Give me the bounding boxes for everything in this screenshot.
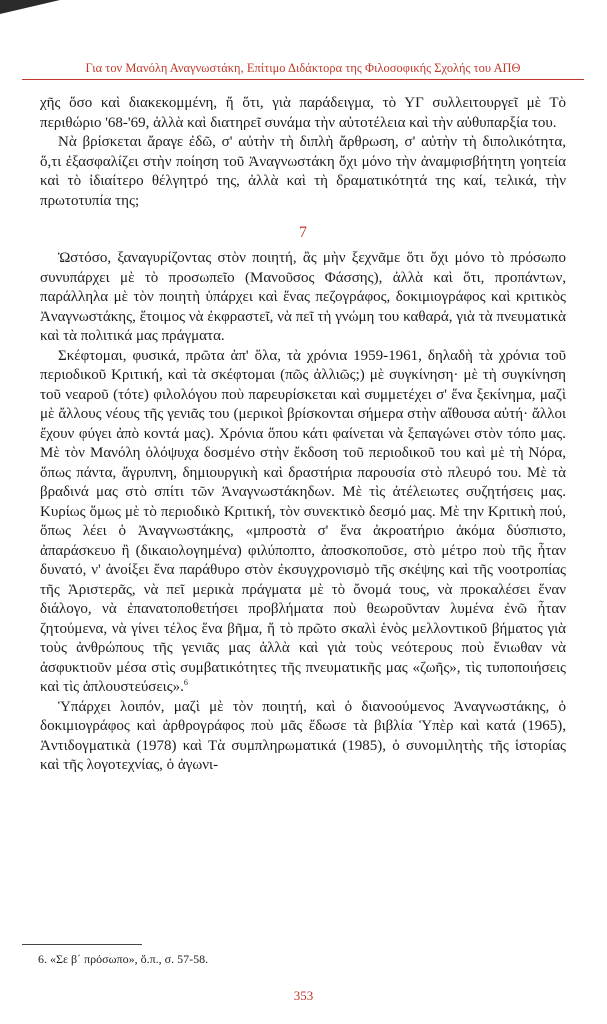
footnote-reference[interactable]: 6 (183, 678, 188, 687)
page-number: 353 (293, 988, 314, 1003)
body-text (40, 94, 566, 776)
paragraph-1: χῆς ὅσο καὶ διακεκομμένη, ἤ ὅτι, γιὰ παράδειγμα, τὸ ΥΓ συλλειτουργεῖ μὲ Τὸ περιθώριο '68-'69, ἀλλὰ καὶ διατηρεῖ συνάμα τὴν αὐτοτέλεια καὶ τὴν αὐθυπαρξία του. (40, 95, 566, 131)
paragraph-4-text: Σκέφτομαι, φυσικά, πρῶτα ἀπ' ὅλα, τὰ χρόνια 1959-1961, δηλαδὴ τὰ χρόνια τοῦ περιοδικοῦ Κριτική, καὶ τὰ σκέφτομαι (πῶς ἀλλιῶς;) μὲ συγκίνηση· μὲ τὴ συγκίνηση τοῦ νεαροῦ (τότε) φιλολόγου ποὺ παρευρίσκεται καὶ συμμετέχει σ' ἕνα ξεκίνημα, μαζὶ μὲ ἄλλους νέους τῆς γενιᾶς του (μερικοὶ βρίσκονται σήμερα στὴν αἴθουσα αὐτή· ἄλλοι ἔχουν φύγει ἀπὸ κοντά μας). Χρόνια ὅπου κάτι φαίνεται νὰ ξεπαγώνει στὸν τόπο μας. Μὲ τὸν Μανόλη ὁλόψυχα δοσμένο στὴν ἔκδοση τοῦ περιοδικοῦ του καὶ μὲ τὴ Νόρα, ὅπως πάντα, ἄγρυπνη, δημιουργικὴ καὶ δραστήρια παρουσία στὸ πλευρό του. Μὲ τὰ βραδινά μας στὸ σπίτι τῶν Ἀναγνωστάκηδων. Μὲ τὶς ἀτέλειωτες συζητήσεις μας. Κυρίως ὅμως μὲ τὸ περιοδικὸ Κριτική, τὸν συνεκτικὸ δεσμό μας. Μὲ την Κριτικὴ πού, ὅπως λέει ὁ Ἀναγνωστάκης, «μπροστὰ σ' ἕνα ἀκροατήριο ἀκόμα δύσπιστο, ἀπαράσκευο ἢ (δικαιολογημένα) φιλύποπτο, ἀποσκοποῦσε, στὸ μέτρο ποὺ τῆς ἦταν δυνατό, ν' ἀνοίξει ἕνα παράθυρο στὸν ἐκσυγχρονισμὸ τῆς σκέψης καὶ τῆς νοοτροπίας τῆς Ἀριστερᾶς, νὰ πεῖ μερικὰ πράγματα μὲ τὸ ὄνομά τους, νὰ προκαλέσει ἕναν διάλογο, νὰ ἐπανατοποθετήσει προβλήματα ποὺ θεωροῦνταν λυμένα ἐνῶ ἦταν ζητούμενα, νὰ γίνει τέλος ἕνα βῆμα, ἤ τὸ πρῶτο σκαλὶ ἑνὸς μελλοντικοῦ βήματος γιὰ τοὺς ἀνθρώπους τῆς γενιᾶς μας ἀλλὰ καὶ γιὰ τοὺς νεότερους ποὺ ἔνιωθαν νὰ ἀσφυκτιοῦν μέσα στὶς συμβατικότητες τῆς πνευματικῆς μας «ζωῆς», τὶς τυποποιήσεις καὶ τὶς ἁπλουστεύσεις». (40, 347, 566, 695)
footnote-rule (22, 944, 142, 945)
header-rule (22, 79, 584, 80)
scan-corner-mark (0, 0, 60, 14)
paragraph-2: Νὰ βρίσκεται ἄραγε ἐδῶ, σ' αὐτὴν τὴ διπλὴ ἄρθρωση, σ' αὐτὴν τὴ διπολικότητα, ὅ,τι ἐξασφαλίζει στὴν ποίηση τοῦ Ἀναγνωστάκη ὄχι μόνο τὴν ἀναμφισβήτητη γοητεία καὶ τὸ ἰδιαίτερο θέλγητρό της, ἀλλὰ καὶ τὴ δραματικότητά της καί, τελικά, τὴν πρωτοτυπία της; (40, 134, 566, 209)
paragraph-5: Ὑπάρχει λοιπόν, μαζὶ μὲ τὸν ποιητή, καὶ ὁ διανοούμενος Ἀναγνωστάκης, ὁ δοκιμιογράφος καὶ ἀρθρογράφος ποὺ μᾶς ἔδωσε τὰ βιβλία Ὑπὲρ καὶ κατά (1965), Ἀντιδογματικὰ (1978) καὶ Τὰ συμπληρωματικά (1985), ὁ συνομιλητὴς τῆς ἱστορίας καὶ τῆς λογοτεχνίας, ὁ ἀγωνι- (40, 698, 566, 773)
paragraph-4 (40, 347, 566, 698)
footnote: 6. «Σε β΄ πρόσωπο», ὅ.π., σ. 57-58. (38, 952, 209, 966)
running-title: Για τον Μανόλη Αναγνωστάκη, Επίτιμο Διδάκτορα της Φιλοσοφικής Σχολής του ΑΠΘ (85, 61, 521, 75)
paragraph-3: Ὡστόσο, ξαναγυρίζοντας στὸν ποιητή, ἂς μὴν ξεχνᾶμε ὅτι ὄχι μόνο τὸ πρόσωπο συνυπάρχει μὲ τὸ προσωπεῖο (Μανοῦσος Φάσσης), ἀλλὰ καὶ ὅτι, προπάντων, παράλληλα μὲ τὸν ποιητὴ ὑπάρχει καὶ ἕνας πεζογράφος, δοκιμιογράφος καὶ κριτικὸς Ἀναγνωστάκης, ἕτοιμος νὰ ἐκφραστεῖ, νὰ πεῖ τὴ γνώμη του καθαρά, γιὰ τὰ πνευματικὰ καὶ τὰ πολιτικά μας πράγματα. (40, 250, 566, 344)
section-number: 7 (299, 224, 307, 241)
